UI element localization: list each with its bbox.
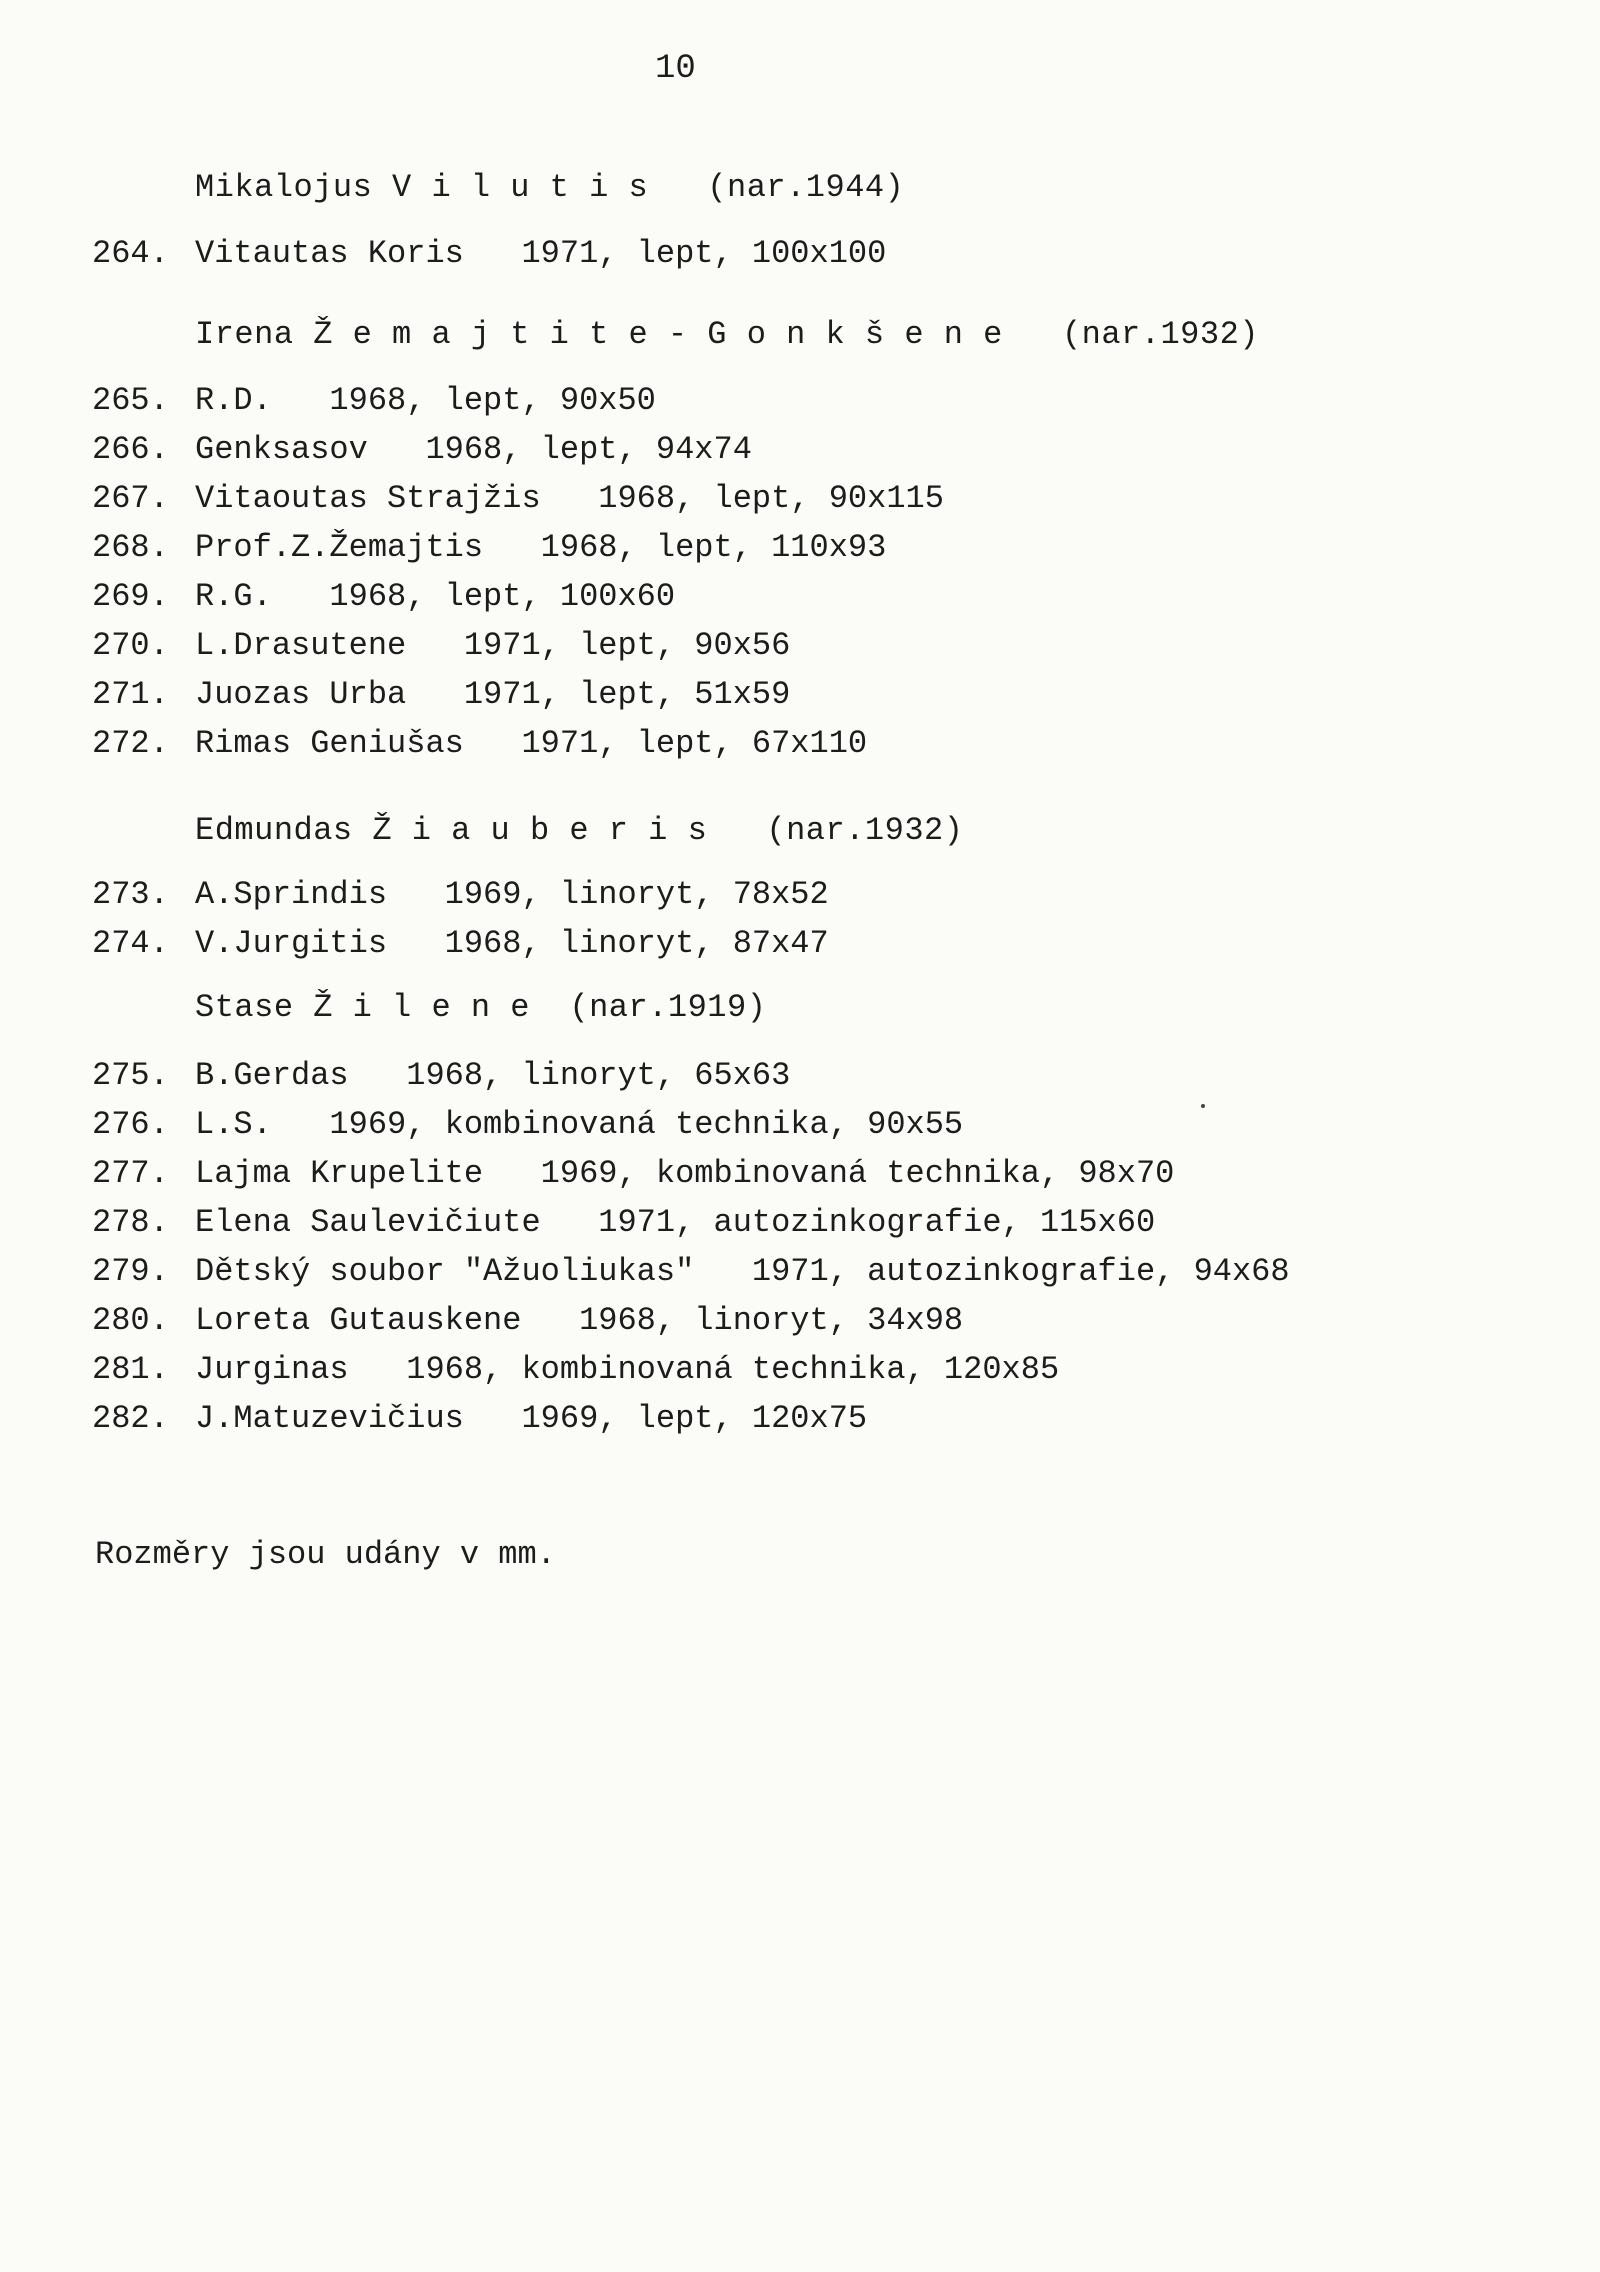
entry-text: Dětský soubor "Ažuoliukas" 1971, autozinkografie, 94x68: [195, 1253, 1290, 1290]
entry-text: Loreta Gutauskene 1968, linoryt, 34x98: [195, 1302, 964, 1339]
entry-number: 269.: [92, 578, 169, 615]
entry-number: 273.: [92, 876, 169, 913]
entry-number: 275.: [92, 1057, 169, 1094]
entry-number: 280.: [92, 1302, 169, 1339]
entry-number: 270.: [92, 627, 169, 664]
entry-text: R.G. 1968, lept, 100x60: [195, 578, 676, 615]
entry-number: 274.: [92, 925, 169, 962]
entry-number: 266.: [92, 431, 169, 468]
entry-text: Juozas Urba 1971, lept, 51x59: [195, 676, 791, 713]
page-number: 10: [655, 50, 696, 88]
footer-note: Rozměry jsou udány v mm.: [95, 1536, 556, 1573]
entry-text: Jurginas 1968, kombinovaná technika, 120x85: [195, 1351, 1060, 1388]
entry-text: Elena Saulevičiute 1971, autozinkografie, 115x60: [195, 1204, 1156, 1241]
entry-text: Vitautas Koris 1971, lept, 100x100: [195, 235, 887, 272]
ink-speck: [1201, 1104, 1205, 1108]
entry-number: 265.: [92, 382, 169, 419]
entry-text: A.Sprindis 1969, linoryt, 78x52: [195, 876, 829, 913]
entry-number: 277.: [92, 1155, 169, 1192]
artist-header: Irena Ž e m a j t i t e - G o n k š e n e (nar.1932): [195, 316, 1259, 353]
entry-text: J.Matuzevičius 1969, lept, 120x75: [195, 1400, 868, 1437]
entry-text: Prof.Z.Žemajtis 1968, lept, 110x93: [195, 529, 887, 566]
entry-text: Genksasov 1968, lept, 94x74: [195, 431, 752, 468]
entry-text: L.S. 1969, kombinovaná technika, 90x55: [195, 1106, 964, 1143]
entry-text: L.Drasutene 1971, lept, 90x56: [195, 627, 791, 664]
entry-number: 278.: [92, 1204, 169, 1241]
entry-number: 281.: [92, 1351, 169, 1388]
entry-number: 268.: [92, 529, 169, 566]
artist-header: Edmundas Ž i a u b e r i s (nar.1932): [195, 812, 964, 849]
entry-number: 267.: [92, 480, 169, 517]
entry-number: 272.: [92, 725, 169, 762]
entry-text: Lajma Krupelite 1969, kombinovaná technika, 98x70: [195, 1155, 1175, 1192]
entry-number: 271.: [92, 676, 169, 713]
entry-number: 279.: [92, 1253, 169, 1290]
entry-text: V.Jurgitis 1968, linoryt, 87x47: [195, 925, 829, 962]
artist-header: Mikalojus V i l u t i s (nar.1944): [195, 169, 905, 206]
entry-number: 282.: [92, 1400, 169, 1437]
entry-text: B.Gerdas 1968, linoryt, 65x63: [195, 1057, 791, 1094]
entry-text: Vitaoutas Strajžis 1968, lept, 90x115: [195, 480, 944, 517]
artist-header: Stase Ž i l e n e (nar.1919): [195, 989, 767, 1026]
entry-number: 264.: [92, 235, 169, 272]
entry-number: 276.: [92, 1106, 169, 1143]
entry-text: Rimas Geniušas 1971, lept, 67x110: [195, 725, 868, 762]
entry-text: R.D. 1968, lept, 90x50: [195, 382, 656, 419]
